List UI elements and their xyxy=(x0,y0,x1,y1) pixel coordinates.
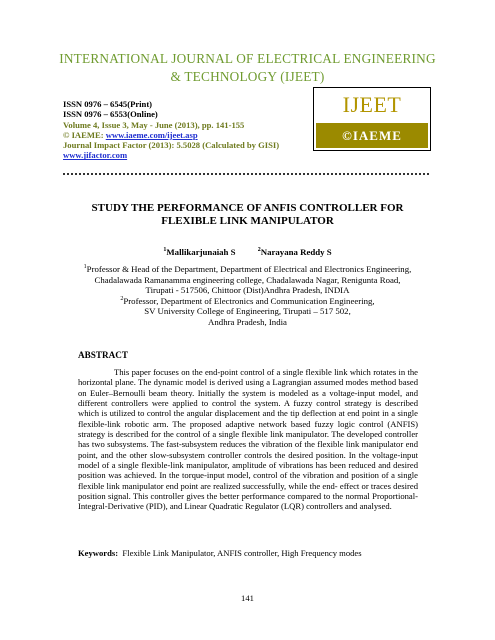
copyright-prefix: © IAEME: xyxy=(63,129,106,140)
author-2: $^2$Narayana Reddy S xyxy=(257,247,332,257)
website-link[interactable]: www.iaeme.com/ijeet.asp xyxy=(105,129,198,140)
dotted-divider xyxy=(63,173,429,175)
affiliation-1-line3: Tirupati - 517506, Chittoor (Dist)Andhra Pradesh, INDIA xyxy=(145,285,350,295)
journal-title-line1: INTERNATIONAL JOURNAL OF ELECTRICAL ENGINEERING xyxy=(59,51,436,66)
logo-ijeet: IJEET xyxy=(342,92,402,117)
issn-online: ISSN 0976 – 6553(Online) xyxy=(63,109,158,120)
abstract-heading: ABSTRACT xyxy=(78,350,129,360)
impact-factor: Journal Impact Factor (2013): 5.5028 (Calculated by GISI) xyxy=(63,140,280,151)
keywords xyxy=(78,548,362,558)
jifactor-link[interactable]: www.jifactor.com xyxy=(63,150,128,161)
authors xyxy=(0,247,495,257)
affiliations xyxy=(60,264,435,327)
paper-title-line1: STUDY THE PERFORMANCE OF ANFIS CONTROLLER FOR xyxy=(91,202,404,214)
journal-logo xyxy=(313,87,431,151)
abstract-body: This paper focuses on the end-point control of a single flexible link which rotates in the horizontal plane. The dynamic model is derived using a Lagrangian assumed modes method based on Euler–Bernoulli beam theory. Initially the system is modeled as a voltage-input model, and different controllers were applied to control the system. A fuzzy control strategy is described which is utilized to control the angular displacement and the tip deflection at end point in a single flexible-link robotic arm. The proposed adaptive network based fuzzy logic control (ANFIS) strategy is described for the control of a single flexible link manipulator. The developed controller has two subsystems. The fast-subsystem reduces the vibration of the flexible link manipulator end point, and the other slow-subsystem controller controls the desired position. In the voltage-input model of a single flexible-link manipulator, amplitude of vibrations has been reduced and desired position was achieved. In the torque-input model, control of the vibration and position of a single flexible link manipulator end point are realized successfully, while the end- effect or traces desired position signal. This controller gives the better performance compared to the normal Proportional-Integral-Derivative (PID), and Linear Quadratic Regulator (LQR) controllers and analysed. xyxy=(78,367,418,512)
affiliation-2-line2: SV University College of Engineering, Tirupati – 517 502, xyxy=(144,306,351,316)
affiliation-1-line2: Chadalawada Ramanamma engineering college, Chadalawada Nagar, Renigunta Road, xyxy=(94,274,401,285)
copyright-line xyxy=(63,130,313,140)
affiliation-2-line1: $^2$Professor, Department of Electronics and Communication Engineering, xyxy=(120,295,375,306)
journal-title xyxy=(0,50,495,86)
journal-title-line2: & TECHNOLOGY (IJEET) xyxy=(170,69,325,84)
journal-meta xyxy=(63,99,313,161)
logo-iaeme: ©IAEME xyxy=(316,123,428,148)
affiliation-2-line3: Andhra Pradesh, India xyxy=(208,316,287,327)
affiliation-1-line1: $^1$Professor & Head of the Department, Department of Electrical and Electronics Engineering, xyxy=(83,264,412,274)
volume-info: Volume 4, Issue 3, May - June (2013), pp. 141-155 xyxy=(63,119,245,130)
keywords-text: Flexible Link Manipulator, ANFIS controller, High Frequency modes xyxy=(122,548,362,558)
paper-title-line2: FLEXIBLE LINK MANIPULATOR xyxy=(161,215,334,227)
author-1: $^1$Mallikarjunaiah S xyxy=(163,247,236,257)
keywords-label: Keywords: xyxy=(78,548,119,558)
issn-print: ISSN 0976 – 6545(Print) xyxy=(63,99,153,109)
paper-title xyxy=(40,202,455,228)
page-number: 141 xyxy=(241,593,254,603)
